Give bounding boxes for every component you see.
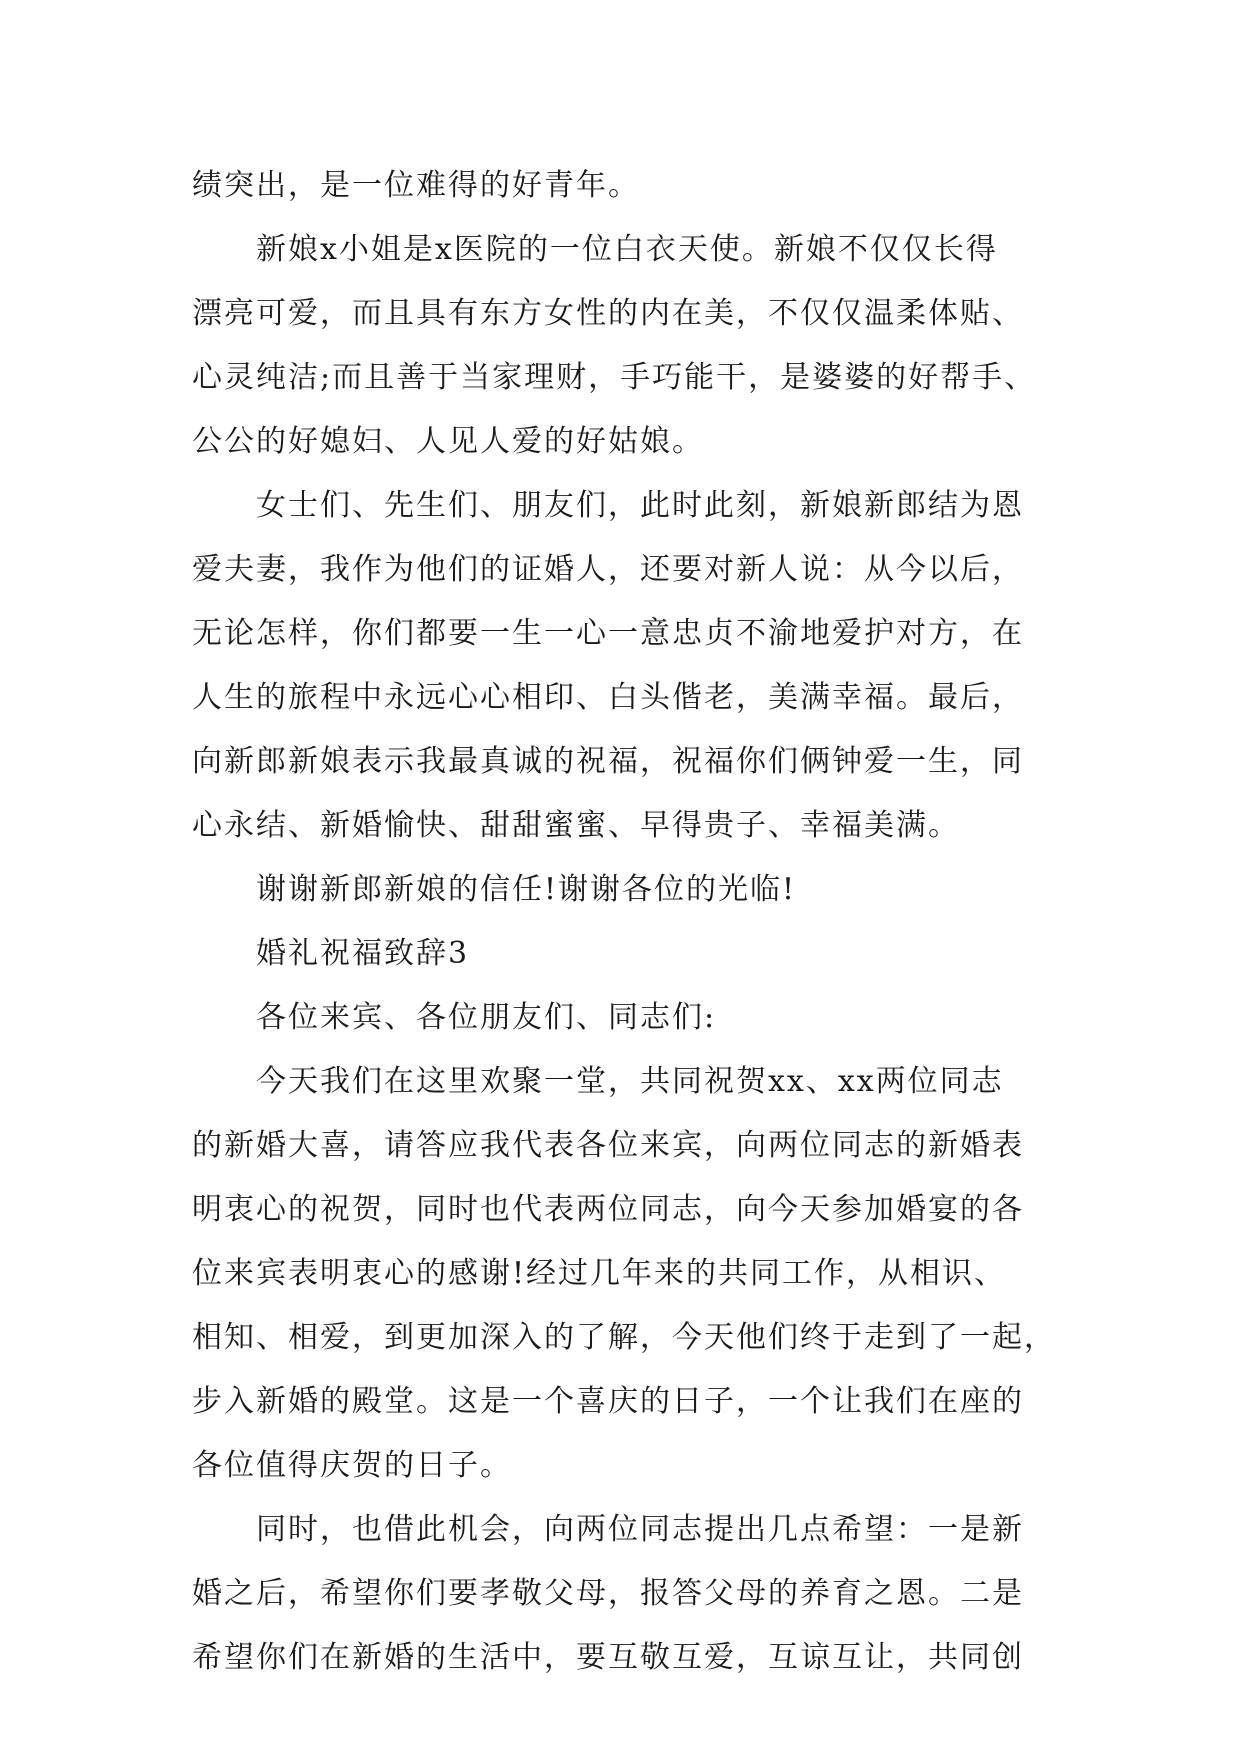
text-line: 公公的好媳妇、人见人爱的好姑娘。 [192, 424, 704, 459]
text-line: 漂亮可爱，而且具有东方女性的内在美，不仅仅温柔体贴、 [192, 296, 1024, 331]
text-line: 心灵纯洁;而且善于当家理财，手巧能干，是婆婆的好帮手、 [192, 360, 1037, 395]
paragraph [192, 154, 1050, 218]
paragraph [192, 986, 1050, 1050]
paragraph [192, 922, 1050, 986]
text-line: 的新婚大喜，请答应我代表各位来宾，向两位同志的新婚表 [192, 1128, 1024, 1163]
text-line: 相知、相爱，到更加深入的了解，今天他们终于走到了一起， [192, 1320, 1056, 1355]
text-line: 位来宾表明衷心的感谢!经过几年来的共同工作，从相识、 [192, 1256, 1007, 1291]
paragraph [192, 1498, 1050, 1690]
text-line: 今天我们在这里欢聚一堂，共同祝贺xx、xx两位同志 [256, 1064, 1004, 1099]
text-line: 希望你们在新婚的生活中，要互敬互爱，互谅互让，共同创 [192, 1640, 1024, 1675]
text-line: 人生的旅程中永远心心相印、白头偕老，美满幸福。最后， [192, 680, 1024, 715]
paragraph [192, 218, 1050, 474]
text-line: 步入新婚的殿堂。这是一个喜庆的日子，一个让我们在座的 [192, 1384, 1024, 1419]
text-line: 绩突出，是一位难得的好青年。 [192, 168, 640, 203]
text-line: 心永结、新婚愉快、甜甜蜜蜜、早得贵子、幸福美满。 [192, 808, 960, 843]
text-line: 爱夫妻，我作为他们的证婚人，还要对新人说：从今以后， [192, 552, 1024, 587]
text-line: 婚之后，希望你们要孝敬父母，报答父母的养育之恩。二是 [192, 1576, 1024, 1611]
text-line: 明衷心的祝贺，同时也代表两位同志，向今天参加婚宴的各 [192, 1192, 1024, 1227]
text-line: 婚礼祝福致辞3 [256, 936, 470, 971]
text-line: 无论怎样，你们都要一生一心一意忠贞不渝地爱护对方，在 [192, 616, 1024, 651]
text-line: 向新郎新娘表示我最真诚的祝福，祝福你们俩钟爱一生，同 [192, 744, 1024, 779]
text-line: 谢谢新郎新娘的信任!谢谢各位的光临! [256, 872, 797, 907]
paragraph [192, 474, 1050, 858]
text-line: 新娘x小姐是x医院的一位白衣天使。新娘不仅仅长得 [256, 232, 998, 267]
document-body [192, 154, 1056, 1690]
text-line: 同时，也借此机会，向两位同志提出几点希望：一是新 [256, 1512, 1024, 1547]
paragraph [192, 858, 1050, 922]
text-line: 各位值得庆贺的日子。 [192, 1448, 512, 1483]
paragraph [192, 1050, 1056, 1498]
text-line: 各位来宾、各位朋友们、同志们: [256, 1000, 717, 1035]
text-line: 女士们、先生们、朋友们，此时此刻，新娘新郎结为恩 [256, 488, 1024, 523]
